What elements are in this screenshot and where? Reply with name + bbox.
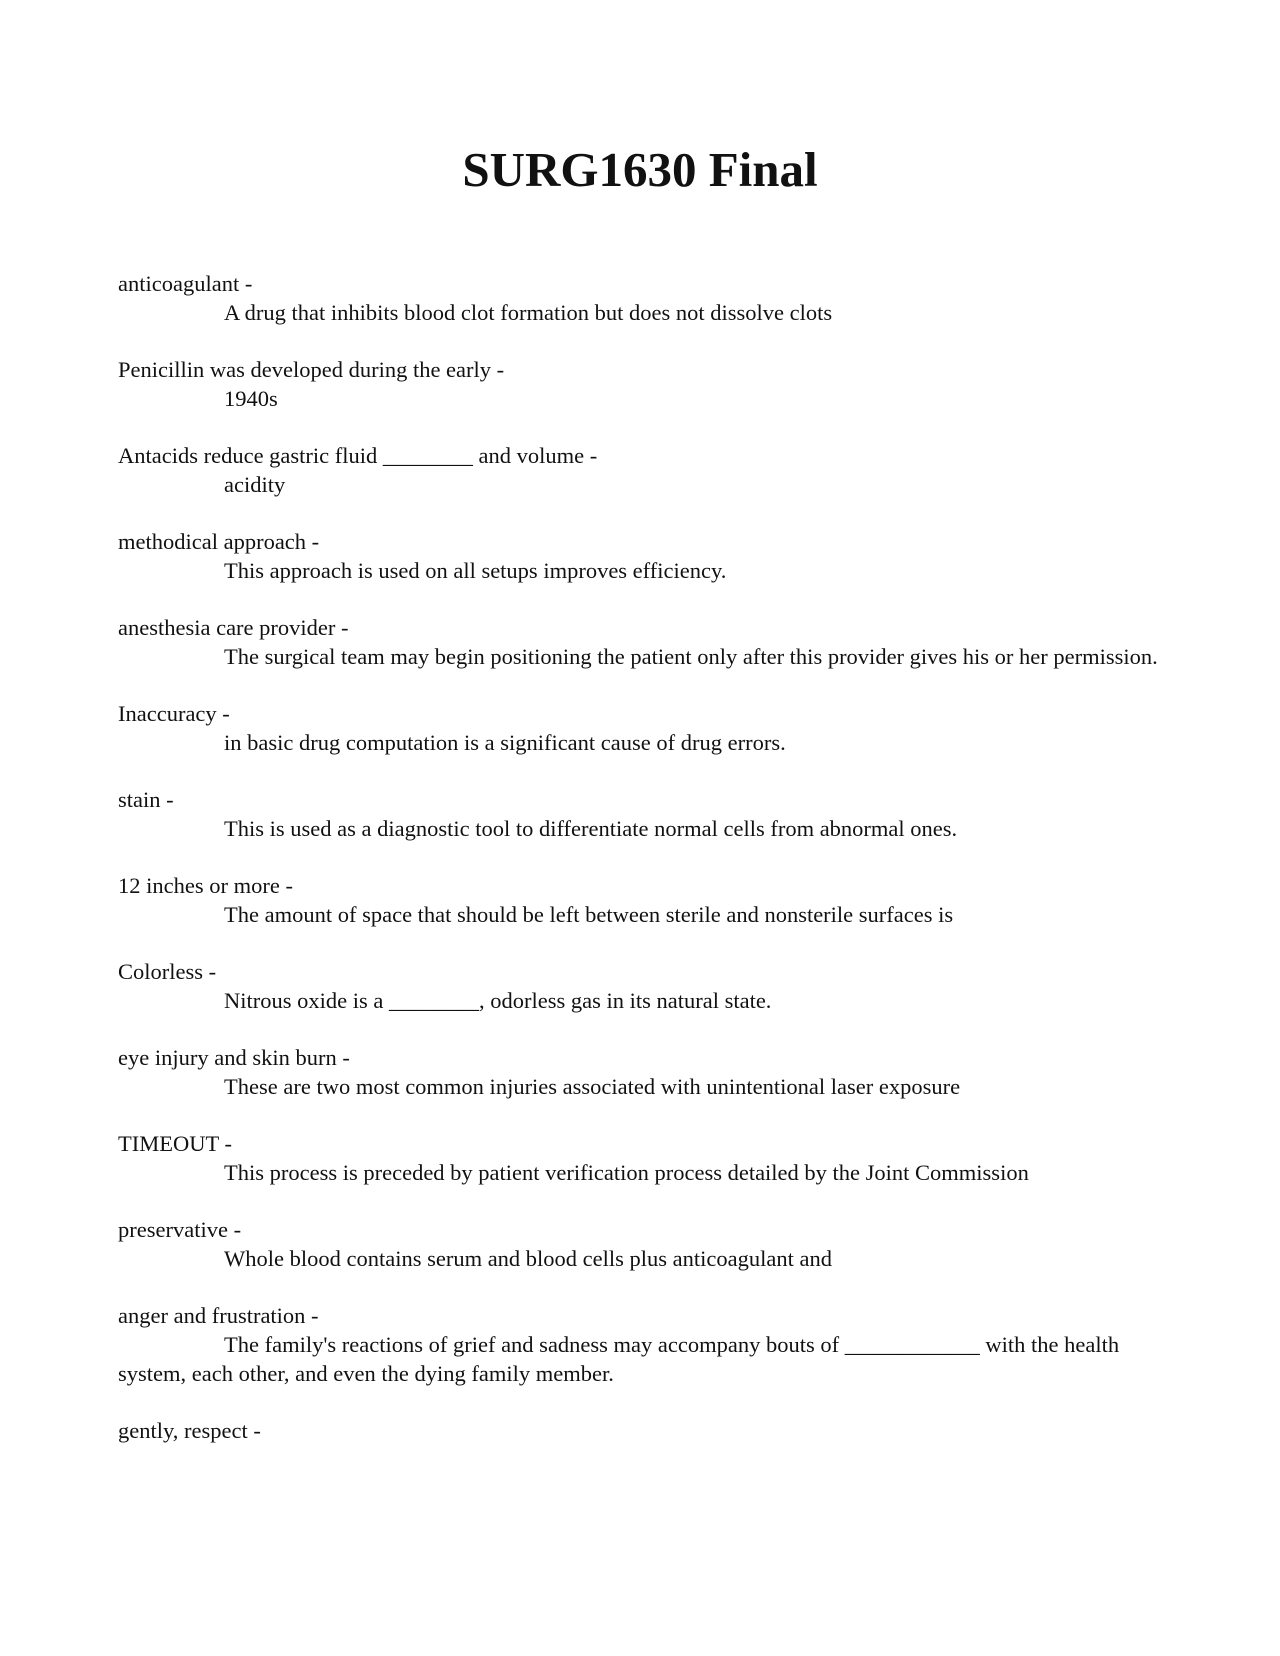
flashcard-entry bbox=[118, 1416, 1160, 1445]
flashcard-term: TIMEOUT - bbox=[118, 1131, 232, 1156]
flashcard-term: anesthesia care provider - bbox=[118, 615, 349, 640]
flashcard-entry bbox=[118, 785, 1160, 843]
flashcard-term: Penicillin was developed during the early - bbox=[118, 357, 505, 382]
flashcard-definition: This is used as a diagnostic tool to differentiate normal cells from abnormal ones. bbox=[224, 816, 958, 841]
flashcard-entry bbox=[118, 1215, 1160, 1273]
flashcard-term: anticoagulant - bbox=[118, 271, 253, 296]
flashcard-term: Colorless - bbox=[118, 959, 217, 984]
flashcard-term: Antacids reduce gastric fluid ________ and volume - bbox=[118, 443, 598, 468]
flashcard-term: 12 inches or more - bbox=[118, 873, 293, 898]
flashcard-entry bbox=[118, 699, 1160, 757]
flashcard-definition: A drug that inhibits blood clot formation but does not dissolve clots bbox=[224, 300, 833, 325]
flashcard-entry bbox=[118, 527, 1160, 585]
flashcard-list bbox=[118, 269, 1160, 1473]
flashcard-definition: The surgical team may begin positioning the patient only after this provider gives his or her permission. bbox=[224, 644, 1158, 669]
flashcard-term: preservative - bbox=[118, 1217, 242, 1242]
flashcard-definition: The amount of space that should be left between sterile and nonsterile surfaces is bbox=[224, 902, 954, 927]
flashcard-definition: These are two most common injuries associated with unintentional laser exposure bbox=[224, 1074, 961, 1099]
flashcard-definition: This process is preceded by patient verification process detailed by the Joint Commission bbox=[224, 1160, 1029, 1185]
flashcard-entry bbox=[118, 355, 1160, 413]
flashcard-definition: Nitrous oxide is a ________, odorless gas in its natural state. bbox=[224, 988, 772, 1013]
flashcard-entry bbox=[118, 957, 1160, 1015]
flashcard-definition: in basic drug computation is a significant cause of drug errors. bbox=[224, 730, 786, 755]
flashcard-term: eye injury and skin burn - bbox=[118, 1045, 350, 1070]
flashcard-entry bbox=[118, 1043, 1160, 1101]
flashcard-entry bbox=[118, 1301, 1160, 1388]
flashcard-definition: Whole blood contains serum and blood cells plus anticoagulant and bbox=[224, 1246, 832, 1271]
flashcard-definition: This approach is used on all setups improves efficiency. bbox=[224, 558, 727, 583]
flashcard-term: Inaccuracy - bbox=[118, 701, 230, 726]
flashcard-term: anger and frustration - bbox=[118, 1303, 319, 1328]
flashcard-definition: 1940s bbox=[224, 386, 278, 411]
flashcard-term: methodical approach - bbox=[118, 529, 320, 554]
flashcard-entry bbox=[118, 613, 1160, 671]
document-title: SURG1630 Final bbox=[462, 142, 818, 197]
flashcard-definition: acidity bbox=[224, 472, 286, 497]
flashcard-definition: The family's reactions of grief and sadness may accompany bouts of ____________ with the health system, each other, and even the dying family member. bbox=[118, 1332, 1120, 1386]
flashcard-entry bbox=[118, 1129, 1160, 1187]
flashcard-term: gently, respect - bbox=[118, 1418, 261, 1443]
flashcard-entry bbox=[118, 441, 1160, 499]
flashcard-entry bbox=[118, 269, 1160, 327]
flashcard-term: stain - bbox=[118, 787, 174, 812]
flashcard-entry bbox=[118, 871, 1160, 929]
